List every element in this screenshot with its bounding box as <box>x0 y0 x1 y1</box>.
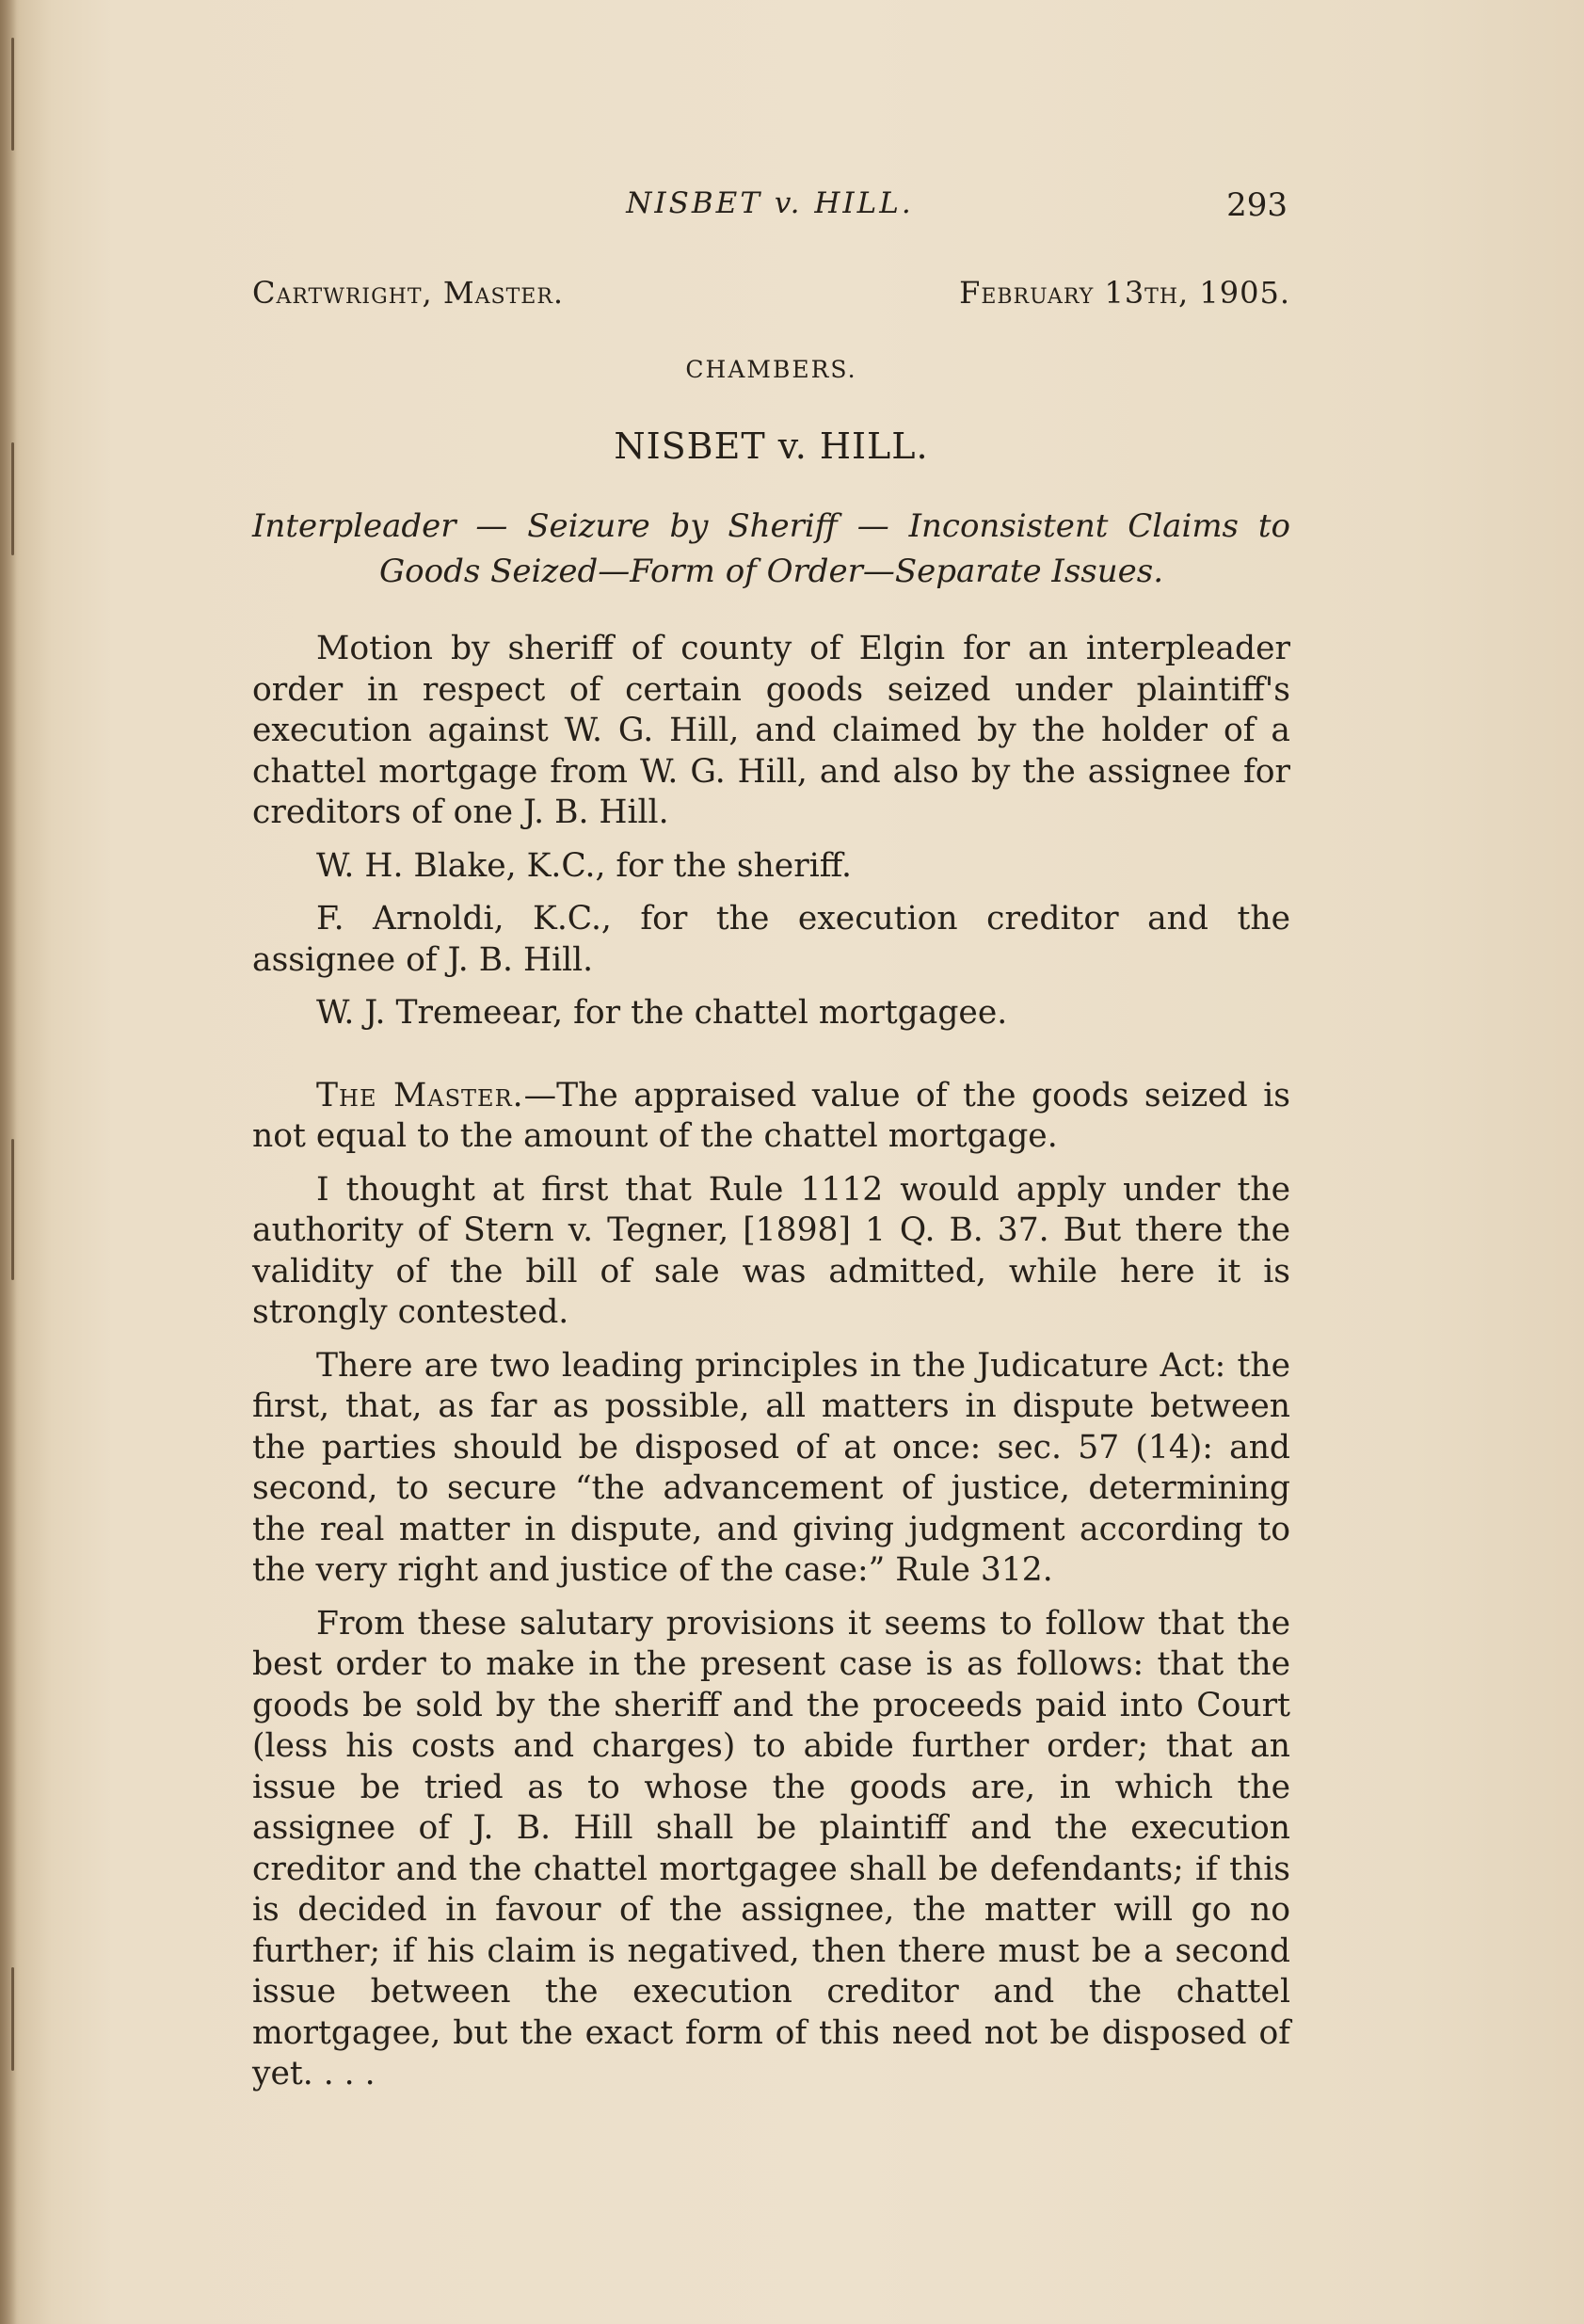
page-gutter-shadow <box>0 0 17 2324</box>
opinion-body <box>252 629 1290 2095</box>
rule-1112-paragraph: I thought at first that Rule 1112 would apply under the authority of Stern v. Tegner, [1898] 1 Q. B. 37. But there the validity of the bill of sale was admitted, while here it is strongly contested. <box>252 1170 1290 1331</box>
binding-edge-mark <box>11 1967 14 2071</box>
page-number: 293 <box>1226 186 1288 224</box>
binding-edge-mark <box>11 442 14 555</box>
judge-name: Cartwright, Master. <box>252 275 565 311</box>
binding-edge-mark <box>11 38 14 151</box>
master-paragraph <box>252 1076 1290 1158</box>
venue-heading: CHAMBERS. <box>685 356 857 383</box>
case-title: NISBET v. HILL. <box>614 425 929 467</box>
order-paragraph: From these salutary provisions it seems to follow that the best order to make in the present case is as follows: that the goods be sold by the sheriff and the proceeds paid into Court (less his costs and charges) to abide further order; that an issue be tried as to whose the goods are, in which the assignee of J. B. Hill shall be plaintiff and the execution creditor and the chattel mortgagee shall be defendants; if this is decided in favour of the assignee, the matter will go no further; if his claim is negatived, then there must be a second issue between the execution creditor and the chattel mortgagee, but the exact form of this need not be disposed of yet. . . . <box>252 1604 1290 2092</box>
master-label: The Master. <box>316 1076 524 1114</box>
running-head-title: NISBET v. HILL. <box>626 186 914 220</box>
decision-date: February 13th, 1905. <box>959 275 1290 311</box>
binding-edge-mark <box>11 1139 14 1280</box>
master-text: —The appraised value of the goods seized is not equal to the amount of the chattel mortgage. <box>252 1076 1290 1155</box>
headnote: Interpleader — Seizure by Sheriff — Inconsistent Claims to Goods Seized—Form of Order—Separate Issues. <box>252 507 1290 590</box>
motion-paragraph: Motion by sheriff of county of Elgin for an interpleader order in respect of certain goods seized under plaintiff's execution against W. G. Hill, and claimed by the holder of a chattel mortgage from W. G. Hill, and also by the assignee for creditors of one J. B. Hill. <box>252 630 1290 831</box>
counsel-sheriff: W. H. Blake, K.C., for the sheriff. <box>316 846 852 885</box>
court-line <box>252 275 1290 311</box>
counsel-chattel-mortgagee: W. J. Tremeear, for the chattel mortgagee. <box>316 994 1008 1032</box>
counsel-execution-creditor: F. Arnoldi, K.C., for the execution creditor and the assignee of J. B. Hill. <box>252 900 1290 979</box>
principles-paragraph: There are two leading principles in the Judicature Act: the first, that, as far as possible, all matters in dispute between the parties should be disposed of at once: sec. 57 (14): and second, to secure “the advancement of justice, determining the real matter in dispute, and giving judgment according to the very right and justice of the case:” Rule 312. <box>252 1346 1290 1589</box>
running-head <box>252 186 1288 233</box>
